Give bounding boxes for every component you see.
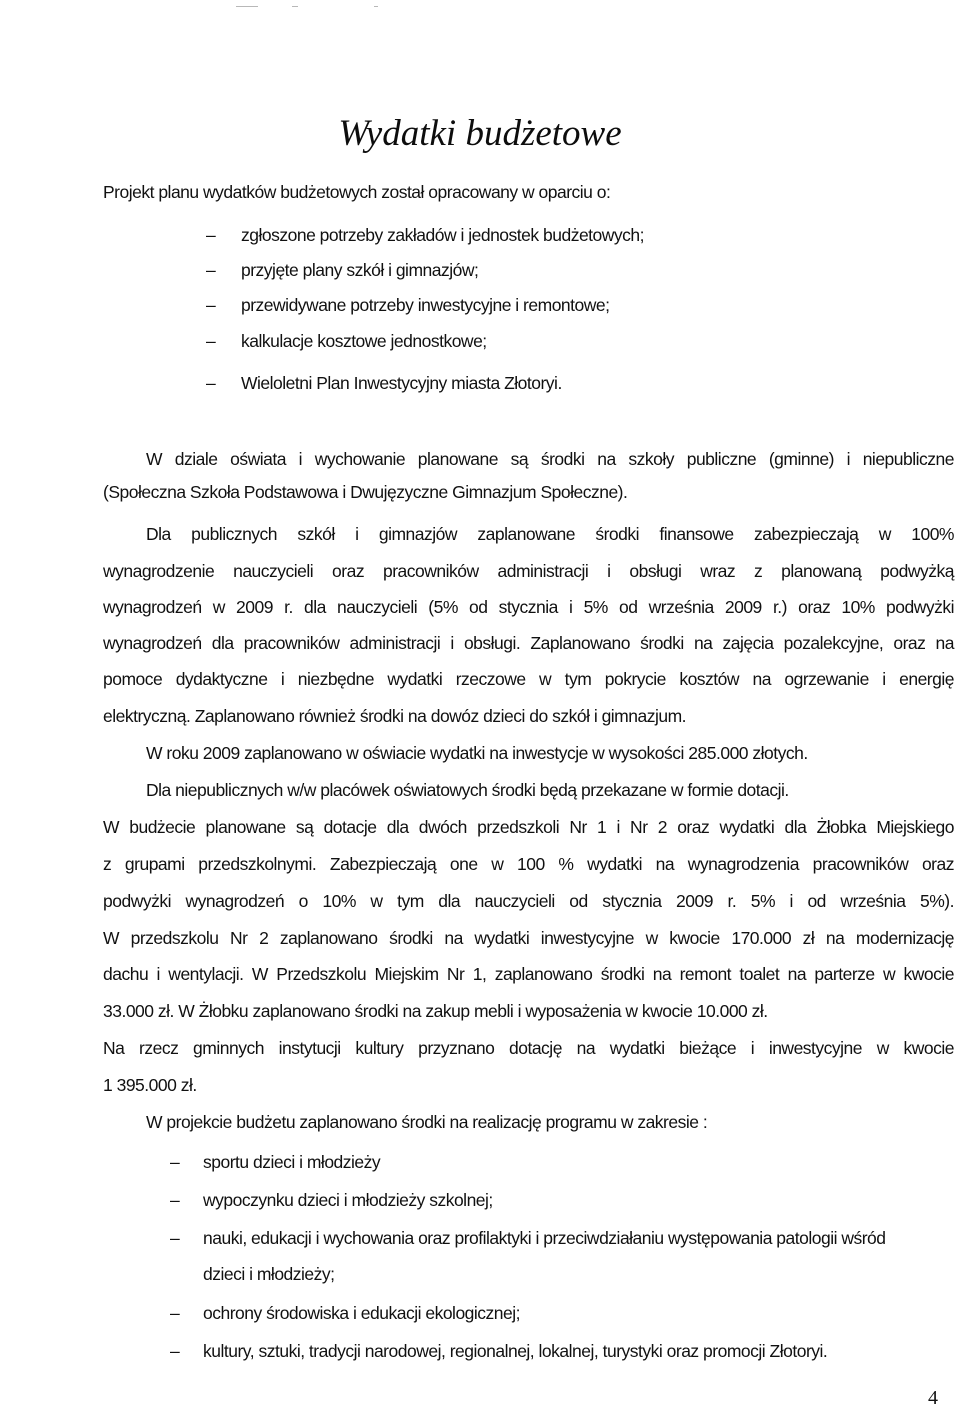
body-line: 1 395.000 zł. xyxy=(103,1075,197,1095)
body-line: wynagrodzeń dla pracowników administracji i obsługi. Zaplanowano środki na zajęcia pozalekcyjne, oraz na xyxy=(103,633,954,653)
body-line: W projekcie budżetu zaplanowano środki na realizację programu w zakresie : xyxy=(146,1112,708,1132)
intro-paragraph: Projekt planu wydatków budżetowych został opracowany w oparciu o: xyxy=(103,182,611,202)
body-line: W dziale oświata i wychowanie planowane są środki na szkoły publiczne (gminne) i niepubliczne xyxy=(146,449,954,469)
list-dash: – xyxy=(206,295,216,315)
body-line: pomoce dydaktyczne i niezbędne wydatki rzeczowe w tym pokrycie kosztów na ogrzewanie i energię xyxy=(103,669,954,689)
program-item: kultury, sztuki, tradycji narodowej, regionalnej, lokalnej, turystyki oraz promocji Złotoryi. xyxy=(203,1341,828,1361)
basis-item: zgłoszone potrzeby zakładów i jednostek budżetowych; xyxy=(241,225,644,245)
program-item: dzieci i młodzieży; xyxy=(203,1264,335,1284)
body-line: podwyżki wynagrodzeń o 10% w tym dla nauczycieli od stycznia 2009 r. 5% i od września 5%). xyxy=(103,891,954,911)
list-dash: – xyxy=(206,260,216,280)
body-line: Na rzecz gminnych instytucji kultury przyznano dotację na wydatki bieżące i inwestycyjne w kwocie xyxy=(103,1038,954,1058)
program-item: sportu dzieci i młodzieży xyxy=(203,1152,381,1172)
body-line: Dla publicznych szkół i gimnazjów zaplanowane środki finansowe zabezpieczają w 100% xyxy=(146,524,954,544)
body-line: wynagrodzenie nauczycieli oraz pracowników administracji i obsługi wraz z planowaną podwyżką xyxy=(103,561,954,581)
list-dash: – xyxy=(170,1303,180,1323)
program-item: ochrony środowiska i edukacji ekologicznej; xyxy=(203,1303,521,1323)
body-line: W roku 2009 zaplanowano w oświacie wydatki na inwestycje w wysokości 285.000 złotych. xyxy=(146,743,808,763)
scan-artifact xyxy=(374,6,378,7)
body-line: (Społeczna Szkoła Podstawowa i Dwujęzyczne Gimnazjum Społeczne). xyxy=(103,482,628,502)
program-item: nauki, edukacji i wychowania oraz profilaktyki i przeciwdziałaniu występowania patologii wśród xyxy=(203,1228,886,1248)
body-line: z grupami przedszkolnymi. Zabezpieczają one w 100 % wydatki na wynagrodzenia pracowników oraz xyxy=(103,854,954,874)
list-dash: – xyxy=(206,331,216,351)
body-line: elektryczną. Zaplanowano również środki na dowóz dzieci do szkół i gimnazjum. xyxy=(103,706,687,726)
basis-item: przewidywane potrzeby inwestycyjne i remontowe; xyxy=(241,295,610,315)
list-dash: – xyxy=(206,373,216,393)
body-line: 33.000 zł. W Żłobku zaplanowano środki na zakup mebli i wyposażenia w kwocie 10.000 zł. xyxy=(103,1001,768,1021)
body-line: dachu i wentylacji. W Przedszkolu Miejskim Nr 1, zaplanowano środki na remont toalet na parterze w kwocie xyxy=(103,964,954,984)
document-title: Wydatki budżetowe xyxy=(338,113,622,154)
list-dash: – xyxy=(206,225,216,245)
basis-item: Wieloletni Plan Inwestycyjny miasta Złotoryi. xyxy=(241,373,562,393)
list-dash: – xyxy=(170,1190,180,1210)
body-line: Dla niepublicznych w/w placówek oświatowych środki będą przekazane w formie dotacji. xyxy=(146,780,789,800)
list-dash: – xyxy=(170,1228,180,1248)
body-line: W przedszkolu Nr 2 zaplanowano środki na wydatki inwestycyjne w kwocie 170.000 zł na modernizację xyxy=(103,928,954,948)
scan-artifact xyxy=(292,6,298,7)
basis-item: przyjęte plany szkół i gimnazjów; xyxy=(241,260,479,280)
body-line: wynagrodzeń w 2009 r. dla nauczycieli (5% od stycznia i 5% od września 2009 r.) oraz 10% podwyżki xyxy=(103,597,954,617)
list-dash: – xyxy=(170,1152,180,1172)
body-line: W budżecie planowane są dotacje dla dwóch przedszkoli Nr 1 i Nr 2 oraz wydatki dla Żłobka Miejskiego xyxy=(103,817,954,837)
scan-artifact xyxy=(236,6,258,7)
page-number: 4 xyxy=(928,1387,938,1409)
list-dash: – xyxy=(170,1341,180,1361)
basis-item: kalkulacje kosztowe jednostkowe; xyxy=(241,331,487,351)
program-item: wypoczynku dzieci i młodzieży szkolnej; xyxy=(203,1190,493,1210)
